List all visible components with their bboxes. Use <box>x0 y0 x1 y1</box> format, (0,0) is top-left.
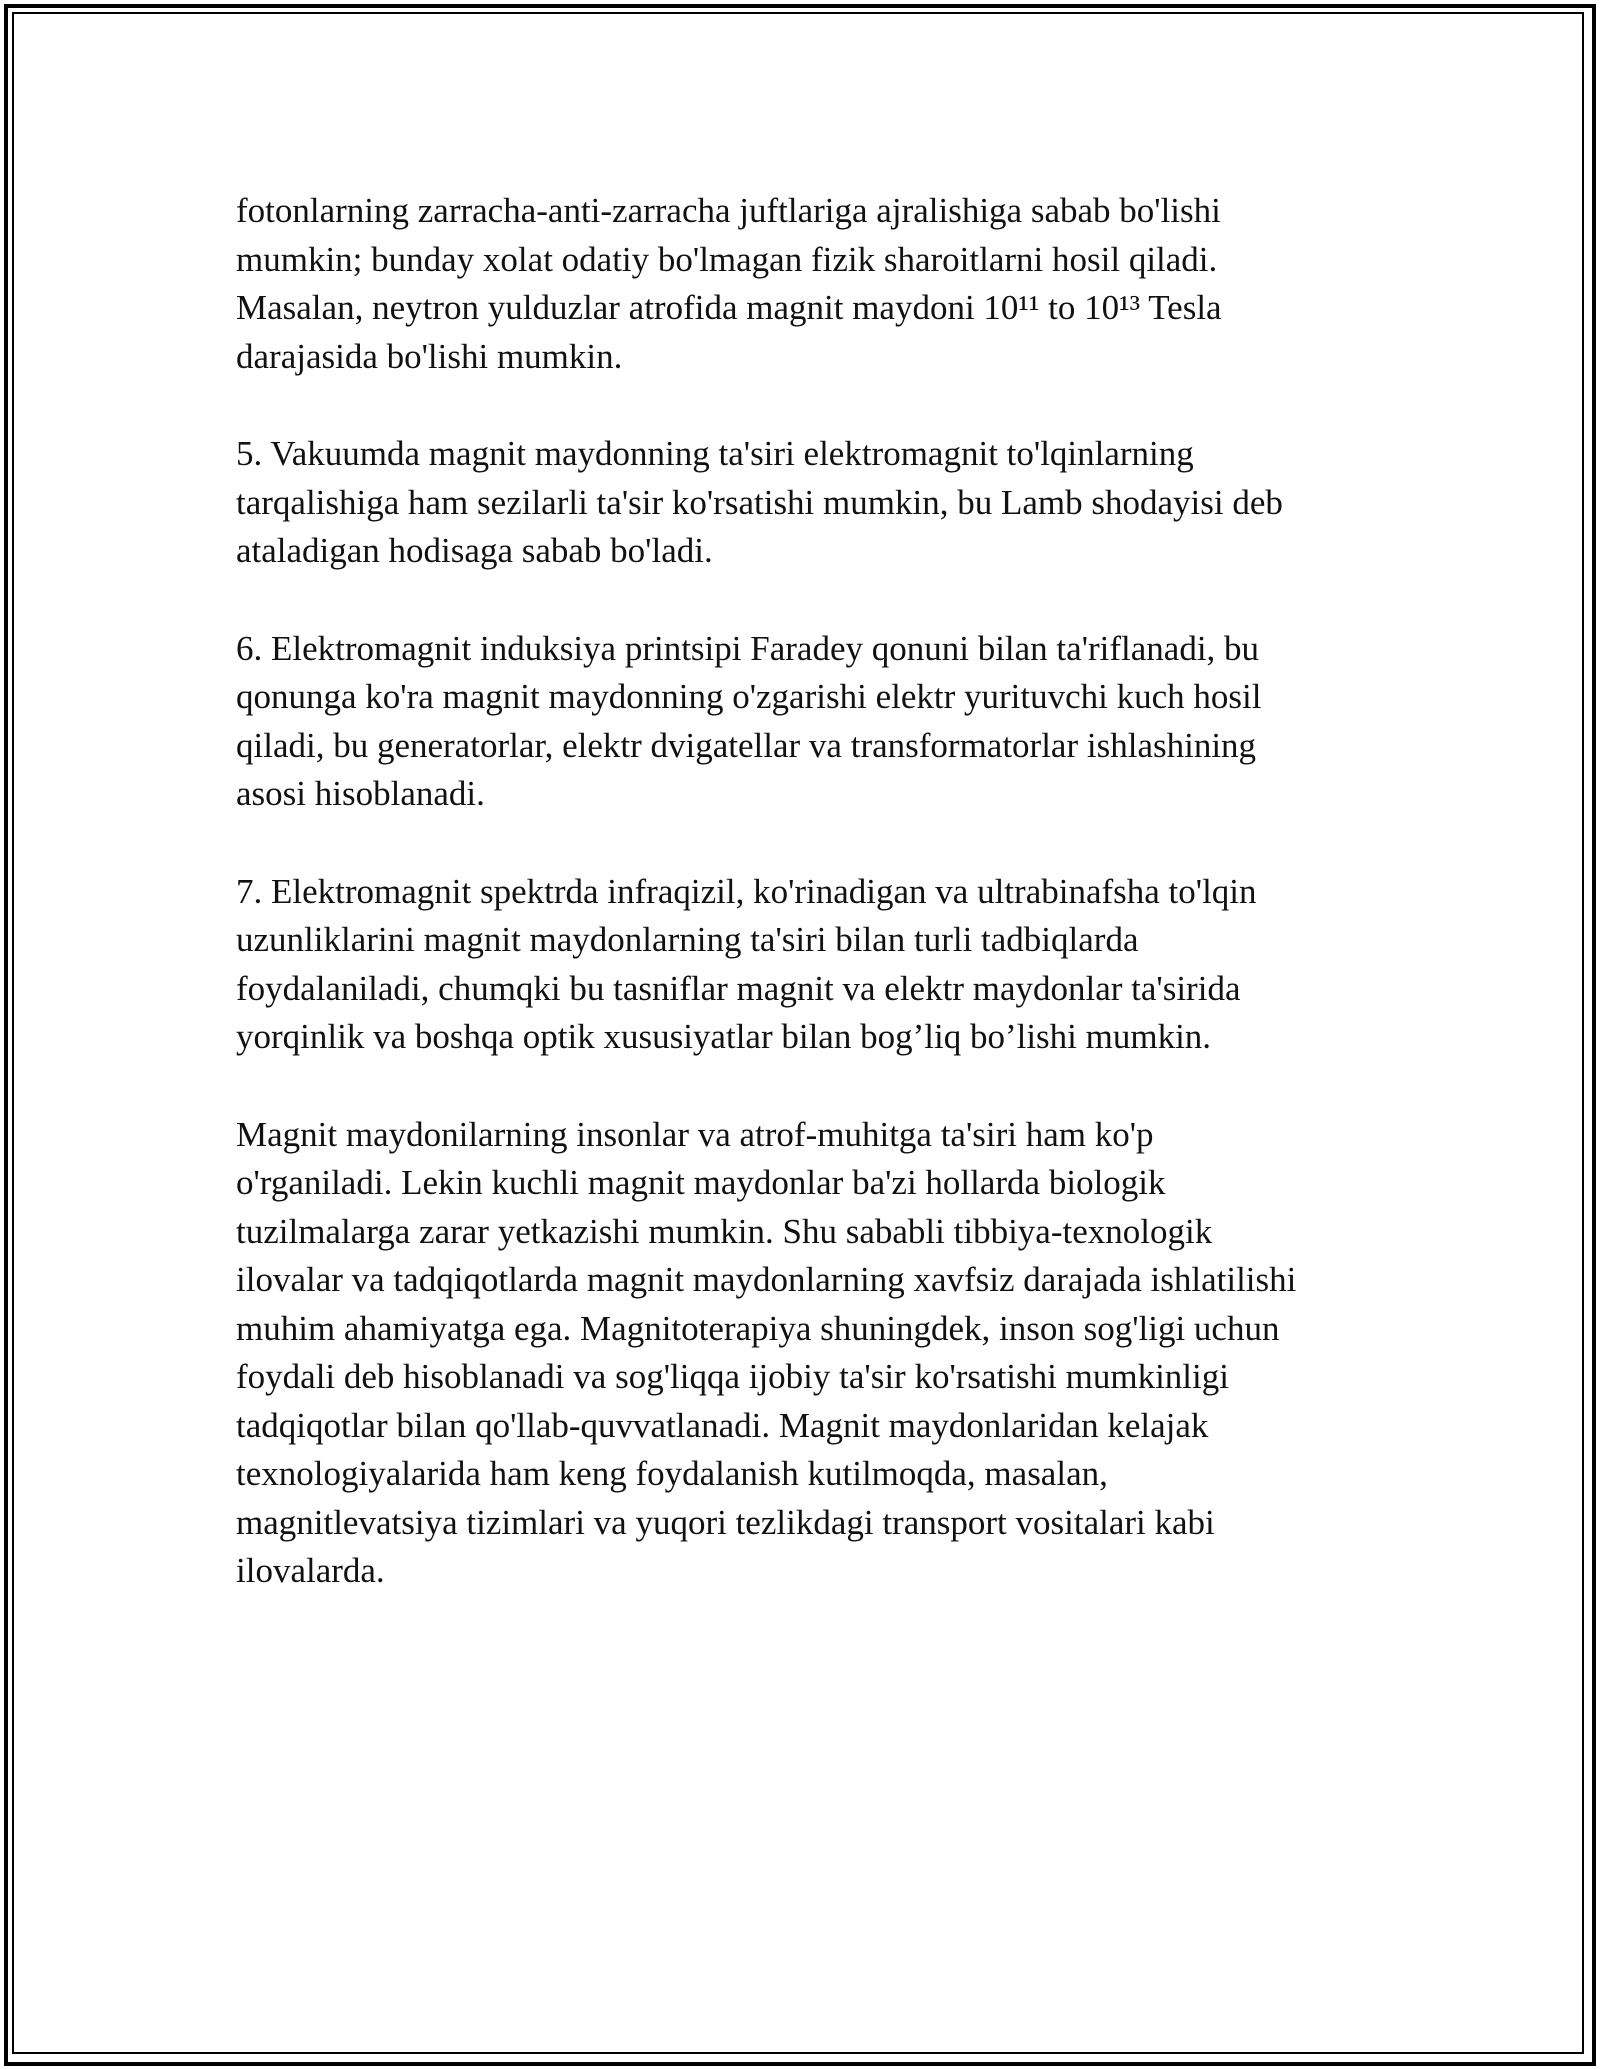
text-line: darajasida bo'lishi mumkin. <box>236 336 623 376</box>
paragraph-conclusion <box>236 1111 1366 1596</box>
text-line: tarqalishiga ham sezilarli ta'sir ko'rsatishi mumkin, bu Lamb shodayisi deb <box>236 482 1283 522</box>
text-line: texnologiyalarida ham keng foydalanish kutilmoqda, masalan, <box>236 1454 1108 1493</box>
paragraph-item-5 <box>236 430 1366 576</box>
text-line: ilovalar va tadqiqotlarda magnit maydonlarning xavfsiz darajada ishlatilishi <box>236 1260 1297 1299</box>
paragraph-neutron-stars <box>236 187 1366 381</box>
text-line: magnitlevatsiya tizimlari va yuqori tezlikdagi transport vositalari kabi <box>236 1502 1215 1542</box>
text-line: foydali deb hisoblanadi va sog'liqqa ijobiy ta'sir ko'rsatishi mumkinligi <box>236 1357 1229 1396</box>
paragraph-item-7 <box>236 868 1366 1062</box>
text-line: foydalaniladi, chumqki bu tasniflar magnit va elektr maydonlar ta'sirida <box>236 968 1241 1008</box>
text-line: ataladigan hodisaga sabab bo'ladi. <box>236 531 713 570</box>
text-line: muhim ahamiyatga ega. Magnitoterapiya shuningdek, inson sog'ligi uchun <box>236 1308 1280 1348</box>
text-line: ilovalarda. <box>236 1551 385 1590</box>
text-line: yorqinlik va boshqa optik xususiyatlar bilan bog’liq bo’lishi mumkin. <box>236 1017 1212 1056</box>
text-line: mumkin; bunday xolat odatiy bo'lmagan fizik sharoitlarni hosil qiladi. <box>236 239 1218 279</box>
text-line: 5. Vakuumda magnit maydonning ta'siri elektromagnit to'lqinlarning <box>236 434 1194 473</box>
text-line: 7. Elektromagnit spektrda infraqizil, ko'rinadigan va ultrabinafsha to'lqin <box>236 871 1257 911</box>
text-line: 6. Elektromagnit induksiya printsipi Faradey qonuni bilan ta'riflanadi, bu <box>236 628 1260 668</box>
text-line: asosi hisoblanadi. <box>236 774 485 813</box>
text-line: uzunliklarini magnit maydonlarning ta'siri bilan turli tadbiqlarda <box>236 920 1139 959</box>
text-line: Magnit maydonilarning insonlar va atrof-muhitga ta'siri ham ko'p <box>236 1114 1154 1154</box>
text-line: tuzilmalarga zarar yetkazishi mumkin. Shu sababli tibbiya-texnologik <box>236 1211 1213 1251</box>
text-line: fotonlarning zarracha-anti-zarracha juftlariga ajralishiga sabab bo'lishi <box>236 191 1221 230</box>
document-body <box>236 187 1366 1645</box>
text-line: Masalan, neytron yulduzlar atrofida magnit maydoni 10¹¹ to 10¹³ Tesla <box>236 288 1222 327</box>
paragraph-item-6 <box>236 625 1366 819</box>
text-line: qiladi, bu generatorlar, elektr dvigatellar va transformatorlar ishlashining <box>236 725 1257 765</box>
text-line: tadqiqotlar bilan qo'llab-quvvatlanadi. Magnit maydonlaridan kelajak <box>236 1405 1209 1445</box>
text-line: o'rganiladi. Lekin kuchli magnit maydonlar ba'zi hollarda biologik <box>236 1163 1166 1202</box>
text-line: qonunga ko'ra magnit maydonning o'zgarishi elektr yurituvchi kuch hosil <box>236 677 1262 716</box>
